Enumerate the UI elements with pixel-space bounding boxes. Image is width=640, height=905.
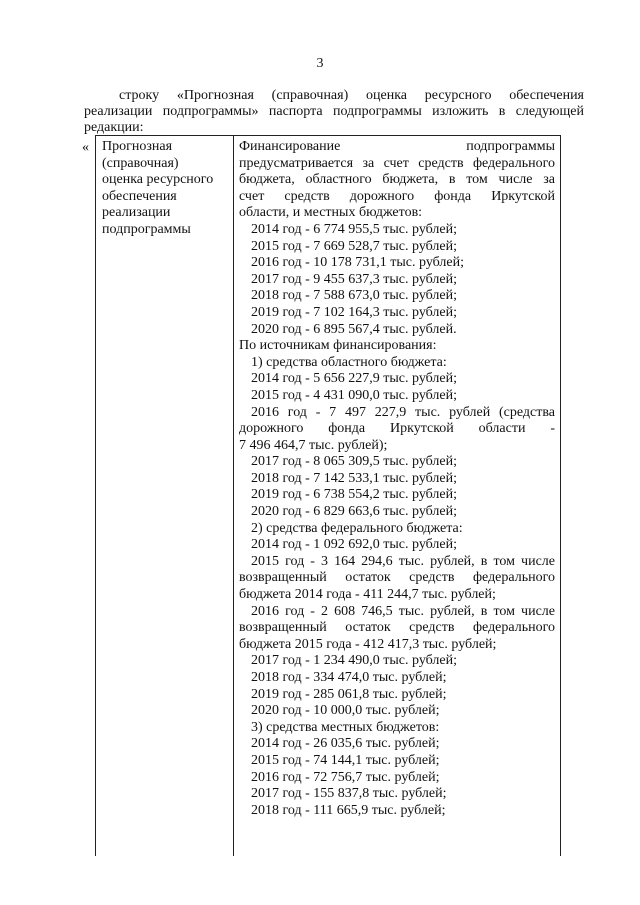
row-title-line: подпрограммы	[102, 221, 191, 237]
financing-line: По источникам финансирования:	[239, 338, 437, 354]
financing-line: 2018 год - 111 665,9 тыс. рублей;	[251, 802, 446, 818]
financing-line: возвращенный остаток средств федерального	[239, 620, 555, 636]
financing-line: 2015 год - 3 164 294,6 тыс. рублей, в том числе	[251, 553, 555, 569]
financing-line: возвращенный остаток средств федерального	[239, 570, 555, 586]
row-title-line: реализации	[102, 205, 171, 221]
financing-line: 2017 год - 1 234 490,0 тыс. рублей;	[251, 653, 458, 669]
financing-line: Финансирование подпрограммы	[239, 139, 555, 154]
intro-line-1: строку «Прогнозная (справочная) оценка ресурсного обеспечения	[119, 88, 584, 103]
financing-line: 2016 год - 10 178 731,1 тыс. рублей;	[251, 255, 465, 271]
row-title-line: оценка ресурсного	[102, 172, 214, 188]
financing-line: 2017 год - 9 455 637,3 тыс. рублей;	[251, 271, 458, 287]
financing-line: 2014 год - 6 774 955,5 тыс. рублей;	[251, 221, 458, 237]
financing-line: 2) средства федерального бюджета:	[251, 520, 463, 536]
financing-line: 2019 год - 7 102 164,3 тыс. рублей;	[251, 304, 458, 320]
financing-line: 2017 год - 8 065 309,5 тыс. рублей;	[251, 454, 458, 470]
financing-line: 2019 год - 6 738 554,2 тыс. рублей;	[251, 487, 458, 503]
financing-line: 2018 год - 7 142 533,1 тыс. рублей;	[251, 470, 458, 486]
financing-line: 3) средства местных бюджетов:	[251, 719, 440, 735]
row-title-cell	[102, 139, 230, 239]
financing-line: 2020 год - 6 895 567,4 тыс. рублей.	[251, 321, 457, 337]
financing-line: 2016 год - 72 756,7 тыс. рублей;	[251, 769, 440, 785]
financing-line: 2016 год - 2 608 746,5 тыс. рублей, в том числе	[251, 603, 555, 619]
page-number: 3	[316, 56, 324, 71]
financing-line: 2018 год - 7 588 673,0 тыс. рублей;	[251, 288, 458, 304]
financing-line: 2014 год - 5 656 227,9 тыс. рублей;	[251, 371, 458, 387]
row-title-line: обеспечения	[102, 188, 177, 204]
financing-line: бюджета 2014 года - 411 244,7 тыс. рублей;	[239, 587, 496, 603]
financing-line: 2020 год - 6 829 663,6 тыс. рублей;	[251, 504, 458, 520]
financing-line: 2020 год - 10 000,0 тыс. рублей;	[251, 703, 440, 719]
financing-line: 2015 год - 7 669 528,7 тыс. рублей;	[251, 238, 458, 254]
financing-line: области, и местных бюджетов:	[239, 205, 423, 221]
financing-line: бюджета 2015 года - 412 417,3 тыс. рублей;	[239, 636, 497, 652]
intro-paragraph	[84, 88, 584, 136]
column-divider	[233, 136, 234, 856]
row-title-line: Прогнозная	[102, 139, 173, 154]
row-title-line: (справочная)	[102, 155, 179, 171]
financing-line: 2014 год - 1 092 692,0 тыс. рублей;	[251, 537, 458, 553]
financing-line: дорожного фонда Иркутской области -	[239, 421, 555, 437]
financing-line: 2016 год - 7 497 227,9 тыс. рублей (средства	[251, 404, 555, 420]
opening-quote: «	[82, 140, 89, 155]
financing-line: 2014 год - 26 035,6 тыс. рублей;	[251, 736, 440, 752]
financing-line: бюджета, областного бюджета, в том числе за	[239, 172, 555, 188]
financing-cell	[239, 139, 555, 819]
financing-line: счет средств дорожного фонда Иркутской	[239, 188, 555, 204]
financing-line: 2015 год - 74 144,1 тыс. рублей;	[251, 752, 440, 768]
financing-line: 2019 год - 285 061,8 тыс. рублей;	[251, 686, 447, 702]
financing-line: 7 496 464,7 тыс. рублей);	[239, 437, 388, 453]
financing-line: 2017 год - 155 837,8 тыс. рублей;	[251, 786, 447, 802]
intro-line-3: редакции:	[84, 120, 144, 135]
financing-line: 1) средства областного бюджета:	[251, 354, 447, 370]
financing-line: 2018 год - 334 474,0 тыс. рублей;	[251, 670, 447, 685]
financing-line: 2015 год - 4 431 090,0 тыс. рублей;	[251, 387, 458, 403]
resource-table	[95, 135, 561, 856]
intro-line-2: реализации подпрограммы» паспорта подпрограммы изложить в следующей	[84, 104, 584, 119]
financing-line: предусматривается за счет средств федерального	[239, 155, 555, 171]
